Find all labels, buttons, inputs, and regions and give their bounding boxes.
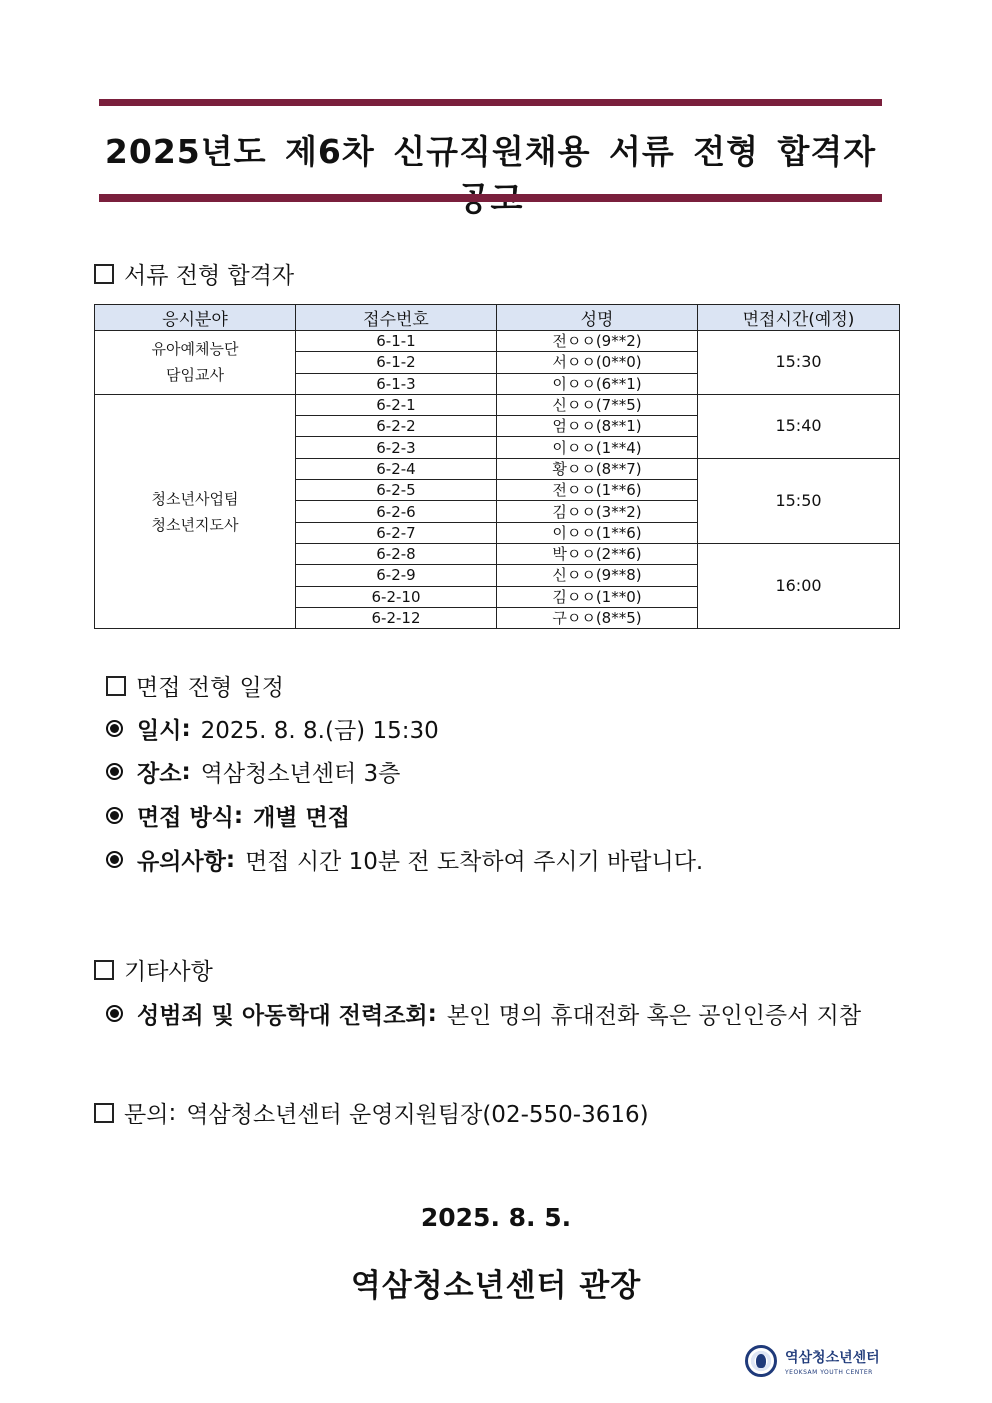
square-bullet-icon bbox=[94, 1103, 114, 1123]
section-interview-heading bbox=[106, 669, 284, 702]
name-cell: 전ㅇㅇ(1**6) bbox=[497, 480, 698, 501]
col-header-time: 면접시간(예정) bbox=[698, 305, 900, 331]
number-cell: 6-2-1 bbox=[296, 394, 497, 415]
interview-method: 면접 방식 : 개별 면접 bbox=[106, 799, 350, 832]
interview-location: 장소 : 역삼청소년센터 3층 bbox=[106, 755, 400, 788]
section-etc-heading bbox=[94, 953, 213, 986]
section-passers-heading bbox=[94, 257, 294, 290]
name-cell: 이ㅇㅇ(1**4) bbox=[497, 437, 698, 458]
item-value: 면접 시간 10분 전 도착하여 주시기 바랍니다. bbox=[245, 849, 704, 875]
circle-bullet-icon bbox=[106, 1005, 123, 1022]
interview-datetime: 일시 : 2025. 8. 8.(금) 15:30 bbox=[106, 712, 439, 745]
time-cell: 15:40 bbox=[698, 394, 900, 458]
col-header-number: 접수번호 bbox=[296, 305, 497, 331]
number-cell: 6-1-2 bbox=[296, 352, 497, 373]
field-line: 청소년사업팀 bbox=[151, 489, 239, 508]
number-cell: 6-2-12 bbox=[296, 607, 497, 628]
name-cell: 엄ㅇㅇ(8**1) bbox=[497, 416, 698, 437]
title-bar-top bbox=[99, 99, 882, 106]
name-cell: 김ㅇㅇ(3**2) bbox=[497, 501, 698, 522]
name-cell: 이ㅇㅇ(1**6) bbox=[497, 522, 698, 543]
table-header-row bbox=[95, 305, 900, 331]
number-cell: 6-2-7 bbox=[296, 522, 497, 543]
name-cell: 신ㅇㅇ(7**5) bbox=[497, 394, 698, 415]
section-passers-title: 서류 전형 합격자 bbox=[124, 263, 295, 289]
name-cell: 신ㅇㅇ(9**8) bbox=[497, 565, 698, 586]
number-cell: 6-2-8 bbox=[296, 543, 497, 564]
item-label: 일시 bbox=[137, 718, 182, 744]
number-cell: 6-2-4 bbox=[296, 458, 497, 479]
table-row bbox=[95, 394, 900, 415]
youth-center-emblem-icon bbox=[745, 1345, 777, 1377]
number-cell: 6-2-3 bbox=[296, 437, 497, 458]
field-line: 담임교사 bbox=[166, 366, 224, 385]
time-cell: 15:50 bbox=[698, 458, 900, 543]
number-cell: 6-2-10 bbox=[296, 586, 497, 607]
item-value: 본인 명의 휴대전화 혹은 공인인증서 지참 bbox=[446, 1003, 862, 1029]
interview-notice: 유의사항 : 면접 시간 10분 전 도착하여 주시기 바랍니다. bbox=[106, 843, 703, 876]
field-cell bbox=[95, 331, 296, 395]
section-interview-title: 면접 전형 일정 bbox=[136, 675, 284, 701]
announcement-date: 2025. 8. 5. bbox=[420, 1203, 572, 1232]
number-cell: 6-1-1 bbox=[296, 331, 497, 352]
name-cell: 황ㅇㅇ(8**7) bbox=[497, 458, 698, 479]
item-value: 개별 면접 bbox=[253, 805, 350, 831]
item-label: 장소 bbox=[137, 761, 182, 787]
section-etc-title: 기타사항 bbox=[124, 959, 213, 985]
logo-name-ko: 역삼청소년센터 bbox=[785, 1349, 880, 1366]
number-cell: 6-2-2 bbox=[296, 416, 497, 437]
item-value: 역삼청소년센터 3층 bbox=[200, 761, 401, 787]
col-header-field: 응시분야 bbox=[95, 305, 296, 331]
issuer-name: 역삼청소년센터 관장 bbox=[350, 1268, 642, 1304]
name-cell: 김ㅇㅇ(1**0) bbox=[497, 586, 698, 607]
name-cell: 구ㅇㅇ(8**5) bbox=[497, 607, 698, 628]
passers-table bbox=[94, 304, 900, 629]
circle-bullet-icon bbox=[106, 763, 123, 780]
item-label: 성범죄 및 아동학대 전력조회 bbox=[137, 1003, 428, 1029]
circle-bullet-icon bbox=[106, 720, 123, 737]
page-title: 2025년도 제6차 신규직원채용 서류 전형 합격자 bbox=[104, 132, 877, 171]
time-cell: 16:00 bbox=[698, 543, 900, 628]
contact-value: 역삼청소년센터 운영지원팀장(02-550-3616) bbox=[186, 1102, 649, 1128]
square-bullet-icon bbox=[106, 676, 126, 696]
contact-label: 문의 bbox=[124, 1102, 169, 1128]
name-cell: 박ㅇㅇ(2**6) bbox=[497, 543, 698, 564]
table-row bbox=[95, 331, 900, 352]
contact-line: 문의 : 역삼청소년센터 운영지원팀장(02-550-3616) bbox=[94, 1096, 649, 1129]
name-cell: 전ㅇㅇ(9**2) bbox=[497, 331, 698, 352]
title-bar-bottom bbox=[99, 194, 882, 202]
field-line: 청소년지도사 bbox=[151, 515, 239, 534]
item-value: 2025. 8. 8.(금) 15:30 bbox=[200, 718, 439, 744]
circle-bullet-icon bbox=[106, 807, 123, 824]
number-cell: 6-2-9 bbox=[296, 565, 497, 586]
name-cell: 서ㅇㅇ(0**0) bbox=[497, 352, 698, 373]
organization-logo bbox=[745, 1345, 880, 1377]
col-header-name: 성명 bbox=[497, 305, 698, 331]
name-cell: 이ㅇㅇ(6**1) bbox=[497, 373, 698, 394]
field-line: 유아예체능단 bbox=[151, 340, 239, 359]
logo-name-en: YEOKSAM YOUTH CENTER bbox=[785, 1368, 873, 1376]
square-bullet-icon bbox=[94, 960, 114, 980]
background-check-item: 성범죄 및 아동학대 전력조회 : 본인 명의 휴대전화 혹은 공인인증서 지참 bbox=[106, 997, 861, 1030]
number-cell: 6-1-3 bbox=[296, 373, 497, 394]
field-cell bbox=[95, 394, 296, 628]
time-cell: 15:30 bbox=[698, 331, 900, 395]
square-bullet-icon bbox=[94, 264, 114, 284]
item-label: 면접 방식 bbox=[137, 805, 234, 831]
circle-bullet-icon bbox=[106, 851, 123, 868]
number-cell: 6-2-6 bbox=[296, 501, 497, 522]
item-label: 유의사항 bbox=[137, 849, 226, 875]
number-cell: 6-2-5 bbox=[296, 480, 497, 501]
